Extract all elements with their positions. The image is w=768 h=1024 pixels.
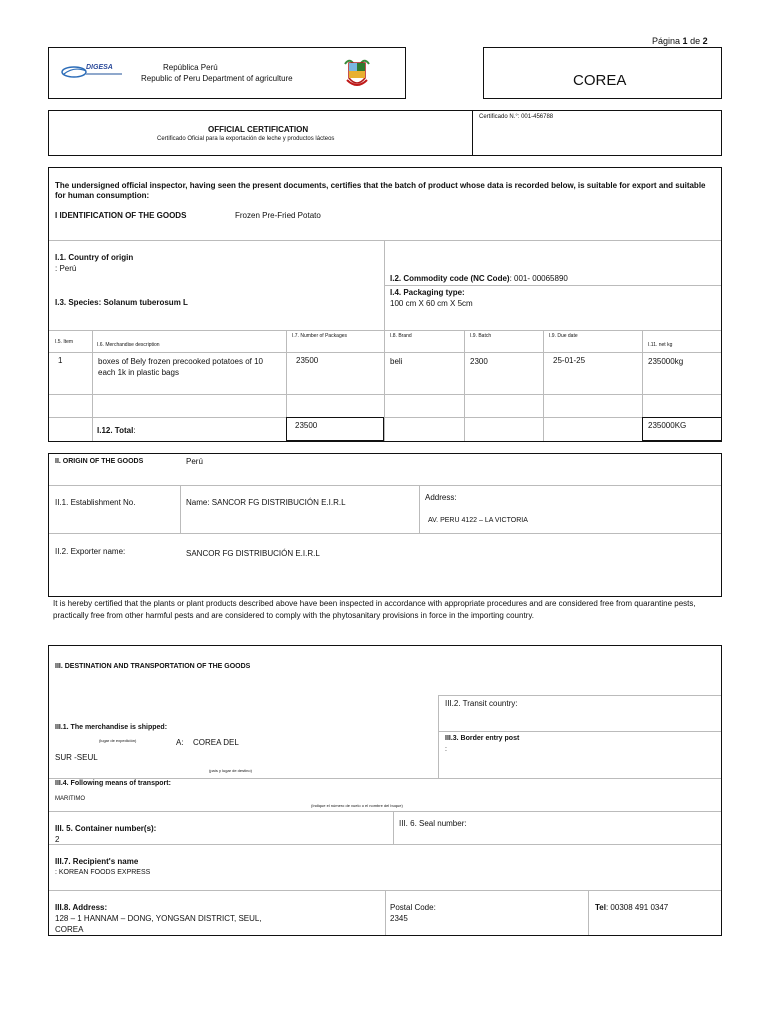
border-label: III.3. Border entry post — [445, 735, 520, 742]
species: I.3. Species: Solanum tuberosum L — [55, 298, 188, 307]
col-description: I.6. Merchandise description — [97, 342, 160, 348]
republic-en: Republic of Peru Department of agriculture — [141, 74, 293, 83]
row-packages: 23500 — [296, 356, 319, 365]
row-due-date: 25-01-25 — [553, 356, 586, 365]
means-note: (Indique el número de vuelo o el nombre del buque) — [311, 803, 403, 808]
cert-number — [479, 114, 553, 120]
tel — [595, 903, 668, 912]
seal-label: III. 6. Seal number: — [399, 819, 467, 828]
row-brand: beli — [390, 357, 403, 366]
total-packages: 23500 — [295, 421, 318, 430]
page-of: de — [690, 36, 701, 46]
col-net-kg: I.11. net kg — [648, 342, 673, 348]
section-origin — [48, 453, 722, 597]
origin-address-label: Address: — [425, 493, 457, 502]
recipient-address-line1: 128 – 1 HANNAM – DONG, YONGSAN DISTRICT, SEUL, — [55, 914, 262, 923]
destination-country: COREA — [573, 72, 627, 89]
commodity-label: I.2. Commodity code (NC Code) — [390, 274, 510, 283]
col-batch: I.9. Batch — [470, 333, 492, 339]
container-value: 2 — [55, 835, 60, 844]
origin-label: I.1. Country of origin — [55, 253, 134, 262]
packaging-label: I.4. Packaging type: — [390, 288, 465, 297]
cert-title: OFFICIAL CERTIFICATION — [208, 125, 309, 134]
phytosanitary-statement: It is hereby certified that the plants or plant products described above have been inspected in accordance with appropriate procedures and are considered free from quarantine pests, practically free from other harmful pests and are considered to comply with the phytosanitary provisions in force in the importing country. — [53, 599, 696, 620]
cert-number-value: 001-456788 — [521, 114, 554, 120]
cert-number-label: Certificado N.°: — [479, 114, 520, 120]
peru-shield-icon — [343, 58, 371, 90]
total-label-text: I.12. Total — [97, 426, 134, 435]
page-label: Página — [652, 36, 681, 46]
origin-address-value: AV. PERU 4122 – LA VICTORIA — [428, 517, 528, 524]
col-item: I.5. Item — [55, 339, 74, 345]
postal-value: 2345 — [390, 914, 408, 923]
container-label: III. 5. Container number(s): — [55, 824, 157, 833]
commodity-value: : 001- 00065890 — [509, 274, 568, 283]
establishment-name: Name: SANCOR FG DISTRIBUCIÓN E.I.R.L — [186, 498, 346, 507]
intro-statement: The undersigned official inspector, having seen the present documents, certifies that the batch of product whose data is recorded below, is suitable for export and suitable for human consumption: — [55, 181, 706, 200]
cert-subtitle: Certificado Oficial para la exportación de leche y productos lácteos — [157, 136, 335, 142]
transit-label: III.2. Transit country: — [445, 699, 518, 708]
logo-text: DIGESA — [86, 64, 113, 71]
page-current: 1 — [682, 36, 688, 46]
packaging-value: 100 cm X 60 cm X 5cm — [390, 299, 473, 308]
total-net: 235000KG — [648, 421, 687, 430]
col-due-date: I.9. Due date — [549, 333, 578, 339]
row-item: 1 — [58, 356, 63, 365]
to-value-a: COREA DEL — [193, 738, 239, 747]
means-value: MARITIMO — [55, 796, 85, 802]
digesa-logo — [60, 62, 126, 80]
row-net-kg: 235000kg — [648, 357, 684, 366]
shipped-label: III.1. The merchandise is shipped: — [55, 724, 168, 731]
establishment-label: II.1. Establishment No. — [55, 498, 136, 507]
origin-goods-label: II. ORIGIN OF THE GOODS — [55, 458, 144, 465]
commodity-code — [390, 274, 568, 283]
recipient-address-label: III.8. Address: — [55, 903, 108, 912]
origin-value: : Perú — [55, 264, 77, 273]
republic-es: República Perú — [163, 63, 218, 72]
exporter-label: II.2. Exporter name: — [55, 547, 126, 556]
row-description: boxes of Bely frozen precooked potatoes of 10 each 1k in plastic bags — [98, 357, 263, 377]
page-total: 2 — [702, 36, 708, 46]
shipped-place-note: (lugar de expedición) — [99, 738, 137, 743]
to-label: A: — [176, 738, 184, 747]
row-batch: 2300 — [470, 357, 488, 366]
tel-value: : 00308 491 0347 — [605, 903, 669, 912]
to-value-b: SUR -SEUL — [55, 753, 98, 762]
cert-box — [48, 110, 722, 156]
recipient-label: III.7. Recipient's name — [55, 857, 139, 866]
page-number — [652, 36, 708, 46]
means-label: III.4. Following means of transport: — [55, 780, 171, 787]
postal-label: Postal Code: — [390, 903, 436, 912]
destination-note: (país y lugar de destino) — [209, 768, 252, 773]
tel-label: Tel — [595, 903, 606, 912]
recipient-address-line2: COREA — [55, 925, 84, 934]
col-brand: I.8. Brand — [390, 333, 412, 339]
border-value: : — [445, 746, 447, 753]
origin-goods-value: Perú — [186, 457, 203, 466]
recipient-value: : KOREAN FOODS EXPRESS — [55, 869, 151, 876]
col-packages: I.7. Number of Packages — [292, 333, 348, 339]
identification-label: I IDENTIFICATION OF THE GOODS — [55, 211, 187, 220]
destination-title: III. DESTINATION AND TRANSPORTATION OF THE GOODS — [55, 663, 251, 670]
total-label — [97, 426, 136, 435]
identification-value: Frozen Pre-Fried Potato — [235, 211, 321, 220]
total-colon: : — [133, 426, 136, 435]
exporter-value: SANCOR FG DISTRIBUCIÓN E.I.R.L — [186, 549, 320, 558]
